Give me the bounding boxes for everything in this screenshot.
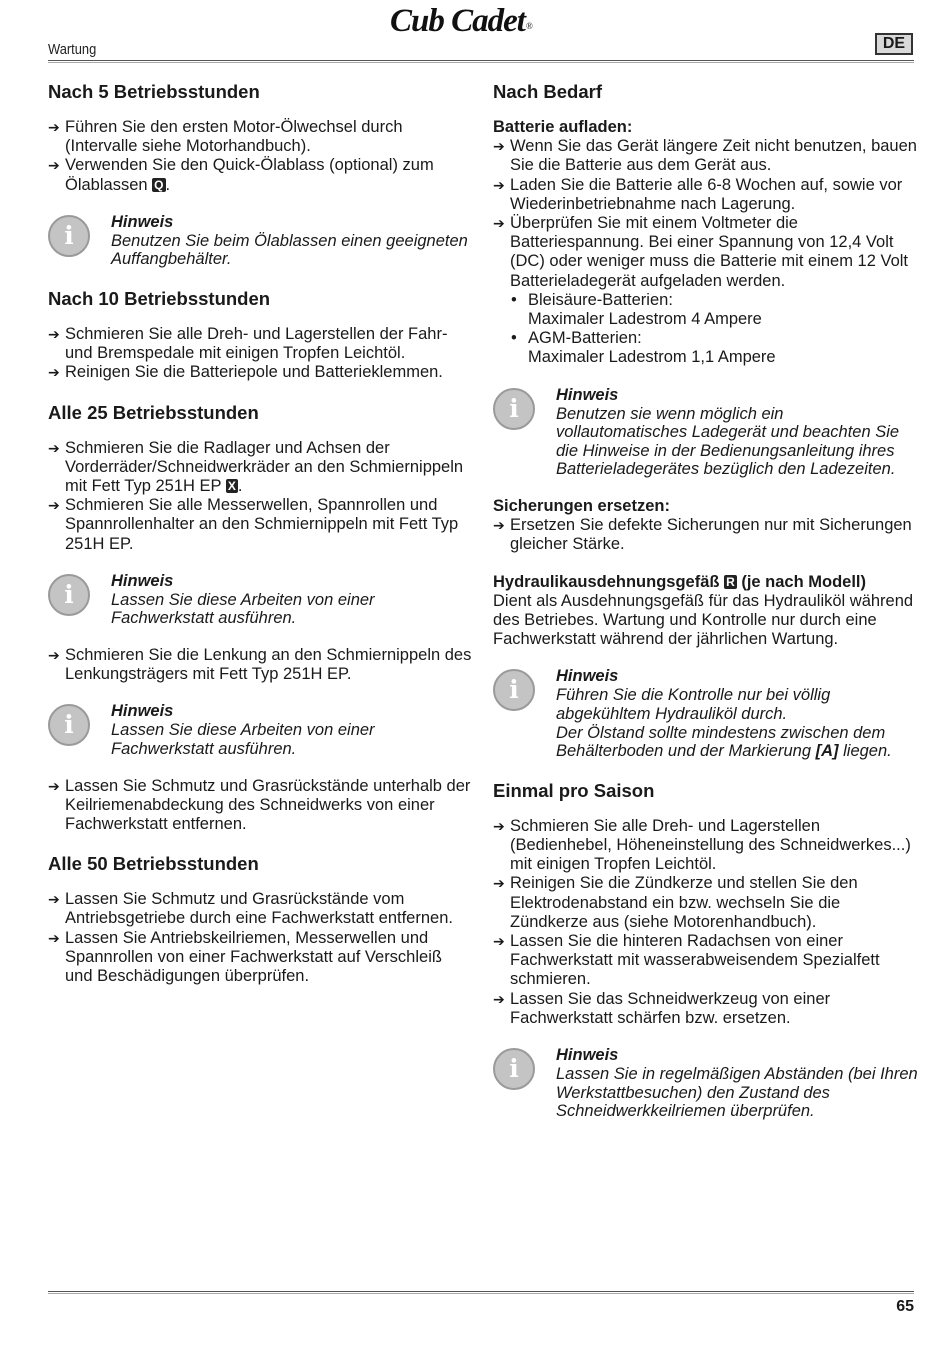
brand-name: Cub Cadet (390, 3, 525, 39)
arrow-right-icon: ➔ (493, 817, 505, 834)
section-title-as-needed: Nach Bedarf (493, 81, 602, 102)
bullet-dot-icon: • (511, 329, 517, 348)
subheading-hydraulic: Hydraulikausdehnungsgefäß R (je nach Modell) (493, 572, 867, 591)
arrow-right-icon: ➔ (48, 497, 60, 514)
arrow-right-icon: ➔ (48, 777, 60, 794)
arrow-right-icon: ➔ (493, 138, 505, 155)
section-title-50h: Alle 50 Betriebsstunden (48, 853, 259, 875)
arrow-right-icon: ➔ (48, 119, 60, 135)
sub-list-item: • Bleisäure-Batterien: Maximaler Ladestrom 4 Ampere (511, 290, 762, 329)
section-label: Wartung (48, 41, 97, 58)
list-item: ➔ Überprüfen Sie mit einem Voltmeter die Batteriespannung. Bei einer Spannung von 12,4 Volt (DC) oder weniger muss die Batterie mit einem 12 Volt Batterieladegerät aufgeladen werden. (493, 214, 908, 290)
subheading-battery: Batterie aufladen: (493, 118, 633, 136)
arrow-right-icon: ➔ (493, 933, 505, 950)
list-item: ➔ Lassen Sie die hinteren Radachsen von einer Fachwerkstatt mit wasserabweisendem Spezialfett schmieren. (493, 932, 880, 989)
list-item: ➔ Reinigen Sie die Zündkerze und stellen Sie den Elektrodenabstand ein bzw. wechseln Sie die Zündkerze aus (siehe Motorenhandbuch). (493, 874, 858, 931)
arrow-right-icon: ➔ (493, 176, 505, 193)
arrow-right-icon: ➔ (48, 364, 60, 381)
note-title: Hinweis (111, 702, 174, 721)
list-item: ➔ Schmieren Sie alle Messerwellen, Spannrollen und Spannrollenhalter an den Schmiernippeln mit Fett Typ 251H EP. (48, 496, 459, 553)
list-item: ➔ Laden Sie die Batterie alle 6-8 Wochen auf, sowie vor Wiederinbetriebnahme nach Lagerung. (493, 175, 903, 213)
brand-logo (390, 3, 570, 41)
list-item: ➔ Schmieren Sie die Radlager und Achsen der Vorderräder/Schneidwerkräder an den Schmiernippeln mit Fett Typ 251H EP X . (48, 438, 464, 496)
note-title: Hinweis (111, 571, 174, 590)
footer-rule (48, 1291, 914, 1294)
note-text: Benutzen Sie beim Ölablassen einen geeigneten Auffangbehälter. (111, 231, 468, 269)
paragraph: Dient als Ausdehnungsgefäß für das Hydrauliköl während des Betriebes. Wartung und Kontrolle nur durch eine Fachwerkstatt während der jährlichen Wartung. (493, 591, 914, 649)
language-badge: DE (875, 33, 913, 55)
info-icon: i (493, 388, 535, 430)
list-item: ➔ Schmieren Sie die Lenkung an den Schmiernippeln des Lenkungsträgers mit Fett Typ 251H EP. (48, 646, 472, 684)
list-item: ➔ Führen Sie den ersten Motor-Ölwechsel durch (Intervalle siehe Motorhandbuch). (48, 118, 403, 156)
section-title-season: Einmal pro Saison (493, 779, 655, 801)
note-title: Hinweis (556, 667, 619, 686)
info-icon: i (48, 704, 90, 746)
note-box (48, 702, 473, 758)
marker-label: [A] (815, 742, 839, 761)
arrow-right-icon: ➔ (48, 439, 60, 456)
arrow-right-icon: ➔ (48, 929, 60, 946)
section-title-5h: Nach 5 Betriebsstunden (48, 81, 260, 102)
list-item: ➔ Lassen Sie Schmutz und Grasrückstände unterhalb der Keilriemenabdeckung des Schneidwerks von einer Fachwerkstatt entfernen. (48, 776, 471, 834)
list-item: ➔ Ersetzen Sie defekte Sicherungen nur mit Sicherungen gleicher Stärke. (493, 516, 912, 554)
section-title-25h: Alle 25 Betriebsstunden (48, 401, 259, 423)
sub-list-item: • AGM-Batterien: Maximaler Ladestrom 1,1 Ampere (511, 329, 776, 367)
list-item: ➔ Schmieren Sie alle Dreh- und Lagerstellen der Fahr- und Bremspedale mit einigen Tropfen Leichtöl. (48, 325, 448, 363)
info-icon: i (493, 669, 535, 711)
arrow-right-icon: ➔ (48, 157, 60, 174)
note-box (48, 572, 473, 628)
note-title: Hinweis (556, 1046, 619, 1065)
list-item: ➔ Wenn Sie das Gerät längere Zeit nicht benutzen, bauen Sie die Batterie aus dem Gerät aus. (493, 137, 917, 175)
arrow-right-icon: ➔ (493, 517, 505, 534)
note-text: Führen Sie die Kontrolle nur bei völlig abgekühltem Hydrauliköl durch. (556, 686, 831, 724)
registered-mark: ® (525, 21, 532, 31)
right-column (493, 80, 918, 1121)
note-box (493, 1046, 918, 1121)
note-title: Hinweis (556, 385, 619, 404)
arrow-right-icon: ➔ (493, 215, 505, 232)
list-item: ➔ Lassen Sie Schmutz und Grasrückstände vom Antriebsgetriebe durch eine Fachwerkstatt entfernen. (48, 890, 453, 928)
list-item: ➔ Verwenden Sie den Quick-Ölablass (optional) zum Ölablassen Q . (48, 156, 434, 194)
symbol-q-icon: Q (154, 177, 164, 192)
arrow-right-icon: ➔ (493, 990, 505, 1007)
bullet-dot-icon: • (511, 290, 517, 309)
note-title: Hinweis (111, 212, 174, 231)
list-item: ➔ Schmieren Sie alle Dreh- und Lagerstellen (Bedienhebel, Höheneinstellung des Schneidwerkes...) mit einigen Tropfen Leichtöl. (493, 816, 911, 874)
arrow-right-icon: ➔ (48, 891, 60, 908)
info-icon: i (493, 1048, 535, 1090)
list-item: ➔ Reinigen Sie die Batteriepole und Batterieklemmen. (48, 363, 443, 382)
symbol-r-icon: R (726, 574, 735, 589)
note-text: Lassen Sie diese Arbeiten von einer Fachwerkstatt ausführen. (111, 721, 375, 759)
list-item: ➔ Lassen Sie das Schneidwerkzeug von einer Fachwerkstatt schärfen bzw. ersetzen. (493, 989, 831, 1027)
note-box (493, 386, 918, 479)
subheading-fuses: Sicherungen ersetzen: (493, 497, 670, 516)
section-title-10h: Nach 10 Betriebsstunden (48, 288, 271, 309)
note-text: Der Ölstand sollte mindestens zwischen dem Behälterboden und der Markierung [A] liegen. (556, 723, 892, 761)
left-column (48, 80, 473, 986)
note-text: Lassen Sie diese Arbeiten von einer Fachwerkstatt ausführen. (111, 590, 375, 628)
symbol-x-icon: X (227, 479, 236, 494)
arrow-right-icon: ➔ (493, 875, 505, 892)
arrow-right-icon: ➔ (48, 326, 60, 342)
note-text: Benutzen sie wenn möglich ein vollautomatisches Ladegerät und beachten Sie die Hinweise in der Bedienungsanleitung ihres Batterieladegerätes bezüglich den Ladezeiten. (556, 404, 900, 479)
info-icon: i (48, 215, 90, 257)
arrow-right-icon: ➔ (48, 647, 60, 664)
info-icon: i (48, 574, 90, 616)
note-box (48, 213, 473, 269)
note-text: Lassen Sie in regelmäßigen Abständen (bei Ihren Werkstattbesuchen) den Zustand des Schneidwerkkeilriemen überprüfen. (556, 1065, 918, 1121)
header-rule (48, 60, 914, 63)
list-item: ➔ Lassen Sie Antriebskeilriemen, Messerwellen und Spannrollen von einer Fachwerkstatt auf Verschleiß und Beschädigungen überprüfen. (48, 928, 442, 986)
page-number: 65 (896, 1298, 914, 1315)
note-box (493, 667, 918, 760)
